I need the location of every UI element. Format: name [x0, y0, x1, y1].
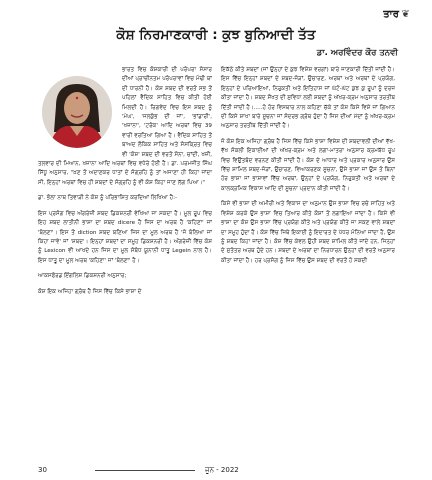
- magazine-header: [383, 9, 410, 20]
- footer-divider: [95, 470, 195, 471]
- magazine-name: ਤਾਰ: [383, 9, 400, 20]
- right-paragraph: ਕਿਸੇ ਵੀ ਭਾਸ਼ਾ ਦੀ ਅਮੀਰੀ ਅਤੇ ਵਿਕਾਸ ਦਾ ਅਨੁਮਾਨ ਉਸ ਭਾਸ਼ਾ ਵਿਚ ਰਚੇ ਸਾਹਿਤ ਅਤੇ ਵਿਸ਼ੇਸ਼ ਕਰਕੇ ਉਸ ਭਾਸ਼ਾ ਵਿਚ ਤਿਆਰ ਕੀਤੇ ਕੋਸ਼ਾਂ ਤੋਂ ਲਗਾਇਆ ਜਾਂਦਾ ਹੈ। ਕਿਸੇ ਵੀ ਭਾਸ਼ਾ ਦਾ ਕੋਸ਼ ਉਸ ਭਾਸ਼ਾ ਵਿੱਚ ਪ੍ਰਯੋਗ ਕੀਤੇ ਅਤੇ ਪ੍ਰਯੋਗ ਕੀਤੇ ਜਾ ਸਕਣ ਵਾਲੇ ਸ਼ਬਦਾਂ ਦਾ ਸਮੂਹ ਹੁੰਦਾ ਹੈ। ਕੋਸ਼ ਵਿੱਚ ਜਿਥੇ ਇਕਾਈ ਨੂੰ ਇਦਾਰਤ ਦੇ ਪੱਧਰ ਮੰਨਿਆ ਜਾਂਦਾ ਹੈ, ਉਸ ਨੂੰ ਸ਼ਬਦ ਕਿਹਾ ਜਾਂਦਾ ਹੈ। ਕੋਸ਼ ਵਿੱਚ ਕੇਵਲ ਉਹੀ ਸ਼ਬਦ ਸ਼ਾਮਿਲ ਕੀਤੇ ਜਾਂਦੇ ਹਨ, ਜਿਨ੍ਹਾਂ ਦੇ ਸੁਤੰਤਰ ਅਰਥ ਹੁੰਦੇ ਹਨ। ਸ਼ਬਦਾਂ ਦੇ ਅਰਥਾਂ ਦਾ ਨਿਰਧਾਰਨ ਉਨ੍ਹਾਂ ਦੀ ਵਰਤੋਂ ਅਨੁਸਾਰ ਕੀਤਾ ਜਾਂਦਾ ਹੈ। ਹਰ ਪ੍ਰਸੰਗ ਨੂੰ ਜਿਸ ਵਿੱਚ ਉਸ ਸ਼ਬਦ ਦੀ ਵਰਤੋਂ ਹੋ ਸਕਦੀ: [221, 201, 395, 264]
- author-photo: [38, 68, 116, 156]
- left-paragraph: ਭਾਰਤ ਵਿਚ ਕੋਸ਼ਕਾਰੀ ਦੀ ਪਰੰਪਰਾ ਸੰਸਾਰ ਦੀਆਂ ਪ੍ਰਾਚੀਨਤਮ ਪਰੰਪਰਾਵਾਂ ਵਿਚ ਮੋਢੀ ਥਾਂ ਦੀ ਧਾਰਨੀ ਹੈ। ਕੋਸ਼ ਸ਼ਬਦ ਦੀ ਵਰਤੋਂ ਸਭ ਤੋਂ ਪਹਿਲਾਂ ਵੈਦਿਕ ਸਾਹਿਤ ਵਿਚ ਕੀਤੀ ਹੋਈ ਮਿਲਦੀ ਹੈ। ਰਿਗਵੇਦ ਵਿਚ ਇਸ ਸ਼ਬਦ ਨੂੰ 'ਮੇਘ', 'ਜਲਕੁੰਭ ਦੀ ਜਾਂ', 'ਭਾਂਡਾਰੀ', 'ਖਜ਼ਾਨਾ', 'ਟਰੰਕ' ਆਦਿ ਅਰਥਾਂ ਵਿਚ 39 ਵਾਰੀ ਵਰਤਿਆ ਗਿਆ ਹੈ। ਵੈਦਿਕ ਸਾਹਿਤ ਤੋਂ ਬਾਅਦ ਲੌਕਿਕ ਸਾਹਿਤ ਅਤੇ ਸੰਸਕ੍ਰਿਤ ਵਿਚ ਵੀ 'ਕੋਸ਼' ਸ਼ਬਦ ਦੀ ਵਰਤੋਂ ਸੋਨਾ, ਚਾਂਦੀ, ਖਜ਼ੀ, ਤਲਵਾਰ ਦੀ ਮਿਆਨ, ਖਜ਼ਾਨਾ ਆਦਿ ਅਰਥਾਂ ਵਿਚ ਵਧੇਰੇ ਹੋਈ ਹੈ। ਡਾ. ਪਰਮਜੀਤ ਸਿੰਘ ਸਿੱਧੂ ਅਨੁਸਾਰ, "ਖ਼ਣ ਤੋਂ ਅਦਾਣਕਰ ਧਾਤਾਂ ਦੇ ਸੰਗ੍ਰਹਿ ਨੂੰ ਤਾਂ ਅਜਾਣਾ ਹੀ ਕਿਹਾ ਜਾਂਦਾ ਸੀ, ਇਨ੍ਹਾਂ ਅਰਥਾਂ ਵਿਚ ਹੀ ਸ਼ਬਦਾਂ ਦੇ ਸੰਗ੍ਰਹਿ ਨੂੰ ਵੀ ਕੋਸ਼ ਕਿਹਾ ਜਾਣ ਲੱਗ ਪਿਆ।": [38, 67, 212, 186]
- issue-date: ਜੂਨ - 2022: [205, 466, 239, 474]
- article-author: ਡਾ. ਅਰਵਿੰਦਰ ਕੌਰ ਤਨਵੀ: [316, 48, 398, 58]
- left-paragraph: ਆਕਸਫੋਰਡ ਇੰਗਲਿਸ਼ ਡਿਕਸ਼ਨਰੀ ਅਨੁਸਾਰ;: [38, 273, 127, 280]
- leaf-ornament-icon: ❦: [401, 9, 410, 20]
- right-column: [221, 66, 395, 272]
- left-paragraph: ਡਾ. ਭੋਲਾ ਨਾਥ ਤਿਵਾੜੀ ਨੇ ਕੋਸ਼ ਨੂੰ ਪਰਿਭਾਸ਼ਿਤ ਕਰਦਿਆਂ ਲਿਖਿਆ ਹੈ:-: [38, 195, 177, 202]
- author-portrait-image: [42, 76, 112, 148]
- left-paragraph: ਕੋਸ਼ ਇਕ ਅਜਿਹਾ ਗ੍ਰੰਥ ਹੈ ਜਿਸ ਵਿੱਚ ਕਿਸੇ ਭਾਸ਼ਾ ਦੇ: [38, 288, 142, 295]
- article-title: ਕੋਸ਼ ਨਿਰਮਾਣਕਾਰੀ : ਕੁਝ ਬੁਨਿਆਦੀ ਤੱਤ: [116, 27, 316, 43]
- page-number: 30: [38, 466, 47, 474]
- left-column: [38, 66, 212, 303]
- left-paragraph: ਇਸ ਪ੍ਰਸੰਗ ਵਿਚ ਅੰਗਰੇਜ਼ੀ ਸ਼ਬਦ ਡਿਕਸ਼ਨਰੀ ਵੇਖਿਆ ਜਾ ਸਕਦਾ ਹੈ। ਮੂਲ ਰੂਪ ਵਿਚ ਇਹ ਸ਼ਬਦ ਲਾਤੀਨੀ ਭਾਸ਼ਾ ਦਾ ਸ਼ਬਦ dicere ਹੈ ਜਿਸ ਦਾ ਅਰਥ ਹੈ 'ਕਹਿਣਾ' ਜਾਂ 'ਬੋਲਣਾ'। ਇਸ ਤੋਂ diction ਸ਼ਬਦ ਬਣਿਆ ਜਿਸ ਦਾ ਮੂਲ ਅਰਥ ਹੈ 'ਜੋ ਬੋਲਿਆ ਜਾਂ ਕਿਹਾ ਜਾਵੇ' ਜਾਂ 'ਸ਼ਬਦ'। ਇਨ੍ਹਾਂ ਸ਼ਬਦਾਂ ਦਾ ਸਮੂਹ ਡਿਕਸ਼ਨਰੀ ਹੈ। ਅੰਗਰੇਜ਼ੀ ਵਿੱਚ ਕੋਸ਼ ਨੂੰ Lexicon ਵੀ ਆਖਦੇ ਹਨ ਜਿਸ ਦਾ ਮੂਲ ਸੰਬੰਧ ਯੂਨਾਨੀ ਧਾਤੂ Legein ਨਾਲ ਹੈ। ਇਸ ਧਾਤੂ ਦਾ ਮੂਲ ਅਰਥ 'ਕਹਿਣਾ' ਜਾਂ 'ਬੋਲਣਾ' ਹੈ।: [38, 210, 212, 264]
- right-paragraph: ਇਕੱਠੇ ਕੀਤੇ ਸ਼ਬਦਾਂ (ਜਾਂ ਉਨ੍ਹਾਂ ਦੇ ਕੁਝ ਵਿਸ਼ੇਸ਼ ਵਰਗਾਂ) ਬਾਰੇ ਜਾਣਕਾਰੀ ਦਿੱਤੀ ਜਾਂਦੀ ਹੈ। ਇਸ ਵਿੱਚ ਇਨ੍ਹਾਂ ਸ਼ਬਦਾਂ ਦੇ ਸ਼ਬਦ-ਜੋੜਾਂ, ਉਚਾਰਣ, ਅਰਥਾਂ ਅਤੇ ਅਰਥਾਂ ਦੇ ਪ੍ਰਯੋਗ, ਇਨ੍ਹਾਂ ਦੇ ਪਰਿਆਇਆਂ, ਨਿਰੁਕਤੀ ਅਤੇ ਇਤਿਹਾਸ ਜਾਂ ਘੱਟੋ-ਘੱਟ ਕੁਝ ਕੁ ਰੂਪਾਂ ਨੂੰ ਦਰਜ ਕੀਤਾ ਜਾਂਦਾ ਹੈ। ਸ਼ਬਦ ਸੌਖਤ ਦੀ ਸੁਵਿਧਾ ਲਈ ਸ਼ਬਦਾਂ ਨੂੰ ਅੱਖਰ-ਕ੍ਰਮ ਅਨੁਸਾਰ ਤਰਤੀਬ ਦਿੱਤੀ ਜਾਂਦੀ ਹੈ।.....ਹੋ ਹੋਰ ਵਿਸਥਾਰ ਨਾਲ ਕਹਿਣਾ ਚੱਕੇ ਤਾਂ ਕੋਸ਼ ਕਿਸੇ ਵਿਸ਼ੇ ਜਾਂ ਗਿਆਨ ਦੀ ਕਿਸੇ ਸ਼ਾਖਾ ਬਾਰੇ ਸੂਚਨਾ ਜਾਂ ਸੰਦਰਭ ਗ੍ਰੰਥ ਹੁੰਦਾ ਹੈ ਜਿਸ ਦੀਆਂ ਮੱਦਾਂ ਨੂੰ ਅੱਖਰ-ਕ੍ਰਮ ਅਨੁਸਾਰ ਤਰਤੀਬ ਦਿੱਤੀ ਜਾਂਦੀ ਹੈ।: [221, 67, 395, 130]
- right-paragraph: ਜੋ ਕੋਸ਼ ਇਕ ਅਜਿਹਾ ਗ੍ਰੰਥ ਹੈ ਜਿਸ ਵਿੱਚ ਕਿਸੇ ਭਾਸ਼ਾ ਵਿਸ਼ੇਸ਼ ਦੀ ਸ਼ਬਦਾਵਲੀ ਦੀਆਂ ਵੱਖ-ਵੱਖ ਸੰਕਲੀ ਇਕਾਈਆਂ ਦੀ ਅੱਖਰ-ਕ੍ਰਮ ਅਤੇ ਲਗਾ-ਮਾਤਰਾ ਅਨੁਸਾਰ ਕ੍ਰਮਬੱਧ ਰੂਪ ਵਿਚ ਵਿਉਂਤਬੰਦ ਵਰਨਣ ਕੀਤੀ ਜਾਂਦੀ ਹੈ। ਕੋਸ਼ ਦੇ ਆਧਾਰ ਅਤੇ ਪ੍ਰਕਾਰ ਅਨੁਸਾਰ ਉਸ ਵਿੱਚ ਸ਼ਾਮਿਲ ਸ਼ਬਦ-ਜੋੜਾਂ, ਉਚਾਰਣ, ਵਿਆਕਰਣਕ ਸੂਚਨਾ, ਉਸੇ ਭਾਸ਼ਾ ਜਾਂ ਉਸ ਤੋਂ ਬਿਨਾਂ ਹੋਰ ਭਾਸ਼ਾ ਜਾਂ ਭਾਸ਼ਾਵਾਂ ਵਿੱਚ ਅਰਥਾਂ, ਉਨ੍ਹਾਂ ਦੇ ਪ੍ਰਯੋਗ, ਨਿਰੁਕਤੀ ਅਤੇ ਅਰਥਾਂ ਦੇ ਕਾਲਕ੍ਰਮਿਕ ਵਿਕਾਸ ਆਦਿ ਦੀ ਸੂਚਨਾ ਪ੍ਰਦਾਨ ਕੀਤੀ ਜਾਂਦੀ ਹੈ।: [221, 138, 395, 192]
